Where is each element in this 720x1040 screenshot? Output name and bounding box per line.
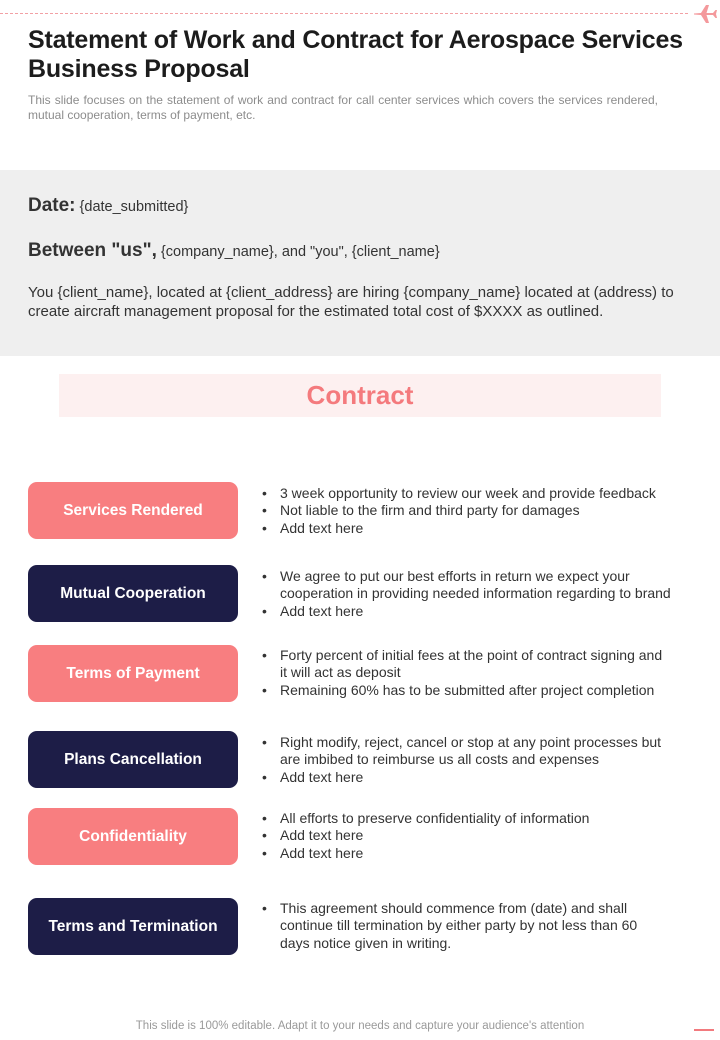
- list-item: • Add text here: [262, 845, 702, 862]
- top-dashed-line: [0, 13, 688, 14]
- between-label: Between "us",: [28, 240, 157, 261]
- terms-and-termination-list: [262, 900, 662, 952]
- date-label: Date:: [28, 195, 76, 216]
- terms-and-termination-label: Terms and Termination: [28, 898, 238, 955]
- page-title: Statement of Work and Contract for Aerospace Services Business Proposal: [28, 26, 683, 83]
- intro-paragraph: You {client_name}, located at {client_address} are hiring {company_name} located at (address) to create aircraft management proposal for the estimated total cost of $XXXX as outlined.: [28, 284, 674, 320]
- services-rendered-list: [262, 485, 702, 537]
- confidentiality-list: [262, 810, 702, 862]
- list-item: • Remaining 60% has to be submitted after project completion: [262, 682, 672, 699]
- services-rendered-label: Services Rendered: [28, 482, 238, 539]
- list-item: • Add text here: [262, 769, 672, 786]
- date-line: [28, 195, 188, 217]
- between-value: {company_name}, and "you", {client_name}: [160, 244, 440, 260]
- contract-title: Contract: [306, 380, 414, 410]
- terms-of-payment-list: [262, 647, 672, 699]
- page-subtitle: This slide focuses on the statement of work and contract for call center services which covers the services rendered, mutual cooperation, terms of payment, etc.: [28, 93, 658, 122]
- footer-accent-dash: [694, 1029, 714, 1031]
- date-value: {date_submitted}: [79, 199, 189, 215]
- mutual-cooperation-label: Mutual Cooperation: [28, 565, 238, 622]
- confidentiality-label: Confidentiality: [28, 808, 238, 865]
- list-item: • Not liable to the firm and third party for damages: [262, 502, 702, 519]
- airplane-icon: [692, 2, 718, 26]
- mutual-cooperation-list: [262, 568, 694, 620]
- list-item: • All efforts to preserve confidentiality of information: [262, 810, 702, 827]
- terms-of-payment-label: Terms of Payment: [28, 645, 238, 702]
- footer-note: This slide is 100% editable. Adapt it to your needs and capture your audience's attention: [135, 1020, 585, 1032]
- list-item: • Right modify, reject, cancel or stop at any point processes but are imbibed to reimburse us all costs and expenses: [262, 734, 672, 769]
- list-item: • Add text here: [262, 603, 694, 620]
- between-line: [28, 240, 440, 262]
- list-item: • 3 week opportunity to review our week and provide feedback: [262, 485, 702, 502]
- plans-cancellation-list: [262, 734, 672, 786]
- list-item: • We agree to put our best efforts in return we expect your cooperation in providing needed information regarding to brand: [262, 568, 694, 603]
- list-item: • Forty percent of initial fees at the point of contract signing and it will act as deposit: [262, 647, 672, 682]
- contract-heading-box: [59, 374, 661, 417]
- plans-cancellation-label: Plans Cancellation: [28, 731, 238, 788]
- list-item: • Add text here: [262, 520, 702, 537]
- list-item: • This agreement should commence from (date) and shall continue till termination by either party by not less than 60 days notice given in writing.: [262, 900, 662, 952]
- list-item: • Add text here: [262, 827, 702, 844]
